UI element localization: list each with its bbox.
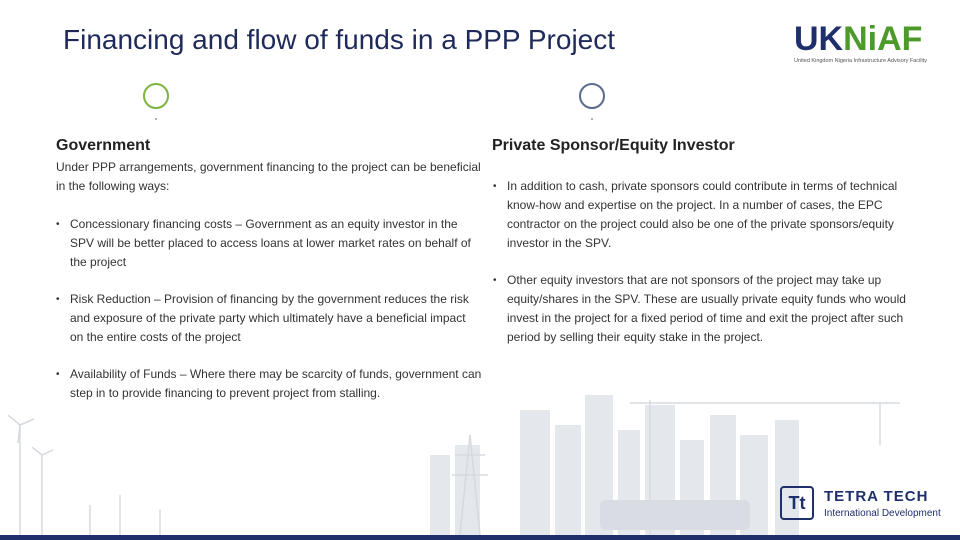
- logo-tagline: United Kingdom Nigeria Infrastructure Advisory Facility: [794, 58, 927, 64]
- bus-shape: [600, 500, 750, 530]
- government-bullet-2: • Risk Reduction – Provision of financing by the government reduces the risk and exposure of the private party which ultimately have a beneficial impact on the entire costs of the project: [56, 290, 480, 347]
- logo-uk: UK: [794, 20, 844, 58]
- investor-circle-icon: [579, 83, 605, 109]
- government-heading: Government: [56, 137, 151, 154]
- page-title: Financing and flow of funds in a PPP Project: [63, 24, 616, 55]
- uk-niaf-logo: [794, 22, 934, 64]
- government-intro: Under PPP arrangements, government financing to the project can be beneficial in the following ways:: [56, 160, 481, 193]
- investor-bullet-2: • Other equity investors that are not sponsors of the project may take up equity/shares in the SPV. These are usually private equity funds who would invest in the project for a fixed period of time and exit the project after such period by selling their equity stake in the project.: [493, 271, 919, 347]
- logo-niaf: NiAF: [843, 20, 923, 58]
- footer-bar: [0, 535, 960, 540]
- government-bullet-3: • Availability of Funds – Where there may be scarcity of funds, government can step in to provide financing to prevent project from stalling.: [56, 365, 500, 403]
- government-bullet-1: • Concessionary financing costs – Government as an equity investor in the SPV will be better placed to access loans at lower market rates on behalf of the project: [56, 215, 480, 272]
- investor-bullet-1: • In addition to cash, private sponsors could contribute in terms of technical know-how and expertise on the project. In a number of cases, the EPC contractor on the project could also be one of the private sponsors/equity investor in the SPV.: [493, 177, 917, 253]
- tetra-tech-logo: [778, 484, 948, 524]
- investor-heading: Private Sponsor/Equity Investor: [492, 137, 735, 154]
- tetra-tech-name: TETRA TECH: [824, 488, 929, 505]
- government-circle-icon: [143, 83, 169, 109]
- tetra-tech-badge: Tt: [780, 486, 814, 520]
- tetra-tech-subtitle: International Development: [824, 508, 941, 519]
